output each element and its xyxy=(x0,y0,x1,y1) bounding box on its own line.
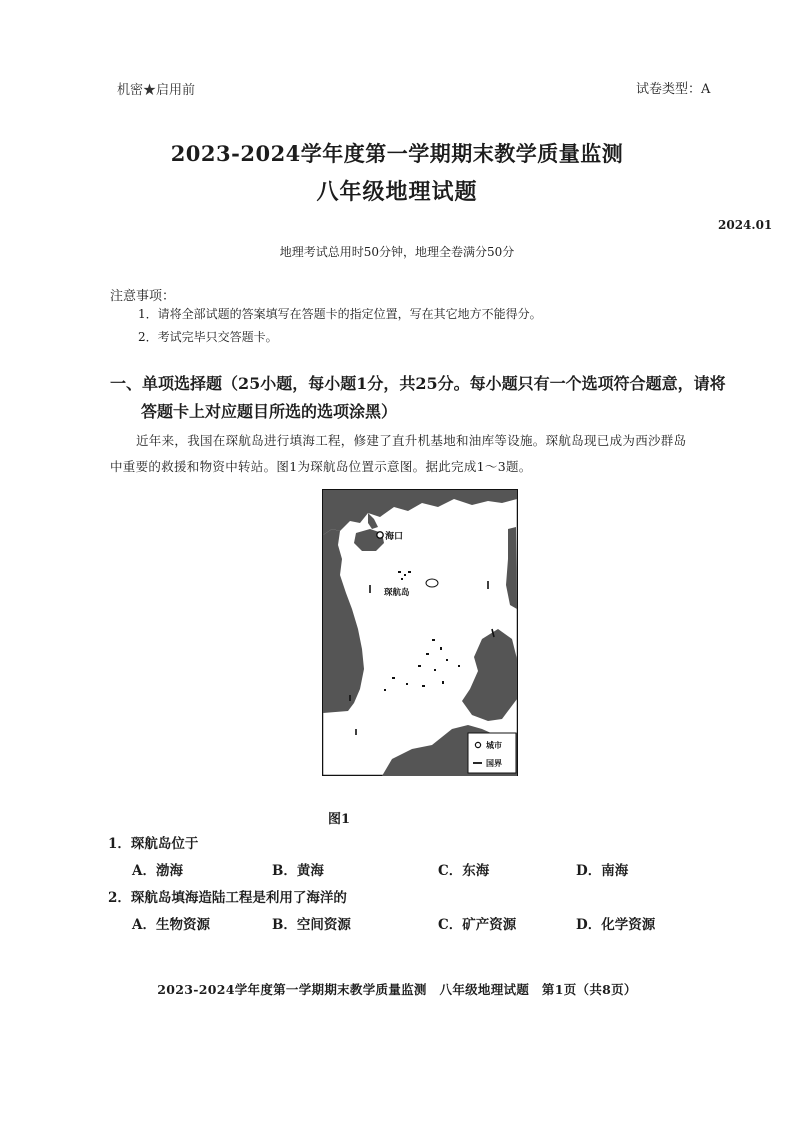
question-1-option-b: B．黄海 xyxy=(272,863,324,879)
haikou-label: 海口 xyxy=(385,532,404,542)
chenhang-island-label: 琛航岛 xyxy=(384,588,410,598)
exam-title: 2023-2024学年度第一学期期末教学质量监测 xyxy=(170,141,624,166)
question-1-option-a: A．渤海 xyxy=(132,863,183,879)
exam-info: 地理考试总用时50分钟，地理全卷满分50分 xyxy=(279,245,515,259)
confidential-label: 机密★启用前 xyxy=(117,83,196,98)
page-footer: 2023-2024学年度第一学期期末教学质量监测 八年级地理试题 第1页（共8页） xyxy=(157,982,637,997)
legend-city-icon xyxy=(475,742,480,747)
question-2-option-a: A．生物资源 xyxy=(132,917,210,933)
location-map xyxy=(322,489,518,776)
paper-type-label: 试卷类型：A xyxy=(636,82,711,97)
question-2-option-d: D．化学资源 xyxy=(576,917,656,933)
passage-line1: 近年来，我国在琛航岛进行填海工程，修建了直升机基地和油库等设施。琛航岛现已成为西沙群岛 xyxy=(136,433,687,448)
section-heading-line2: 答题卡上对应题目所选的选项涂黑） xyxy=(141,402,398,421)
exam-subtitle: 八年级地理试题 xyxy=(316,179,478,205)
section-heading-line1: 一、单项选择题（25小题，每小题1分，共25分。每小题只有一个选项符合题意，请将 xyxy=(110,374,726,393)
note-item-1: 1．请将全部试题的答案填写在答题卡的指定位置，写在其它地方不能得分。 xyxy=(138,307,542,321)
passage xyxy=(110,428,750,480)
legend-city-label: 城市 xyxy=(486,741,502,750)
haikou-city-marker xyxy=(377,532,383,538)
notes-heading: 注意事项： xyxy=(110,289,176,304)
section-heading xyxy=(110,370,750,426)
figure-caption: 图1 xyxy=(328,812,351,827)
question-1-option-c: C．东海 xyxy=(438,863,490,879)
question-1-stem: 1．琛航岛位于 xyxy=(108,836,199,852)
question-2-option-b: B．空间资源 xyxy=(272,917,351,933)
question-2-stem: 2．琛航岛填海造陆工程是利用了海洋的 xyxy=(108,890,347,906)
passage-line2: 中重要的救援和物资中转站。图1为琛航岛位置示意图。据此完成1～3题。 xyxy=(110,459,532,474)
question-2-option-c: C．矿产资源 xyxy=(438,917,517,933)
exam-date: 2024.01 xyxy=(718,218,773,232)
note-item-2: 2．考试完毕只交答题卡。 xyxy=(138,330,278,344)
question-1-option-d: D．南海 xyxy=(576,863,629,879)
legend-border-label: 国界 xyxy=(486,759,502,768)
